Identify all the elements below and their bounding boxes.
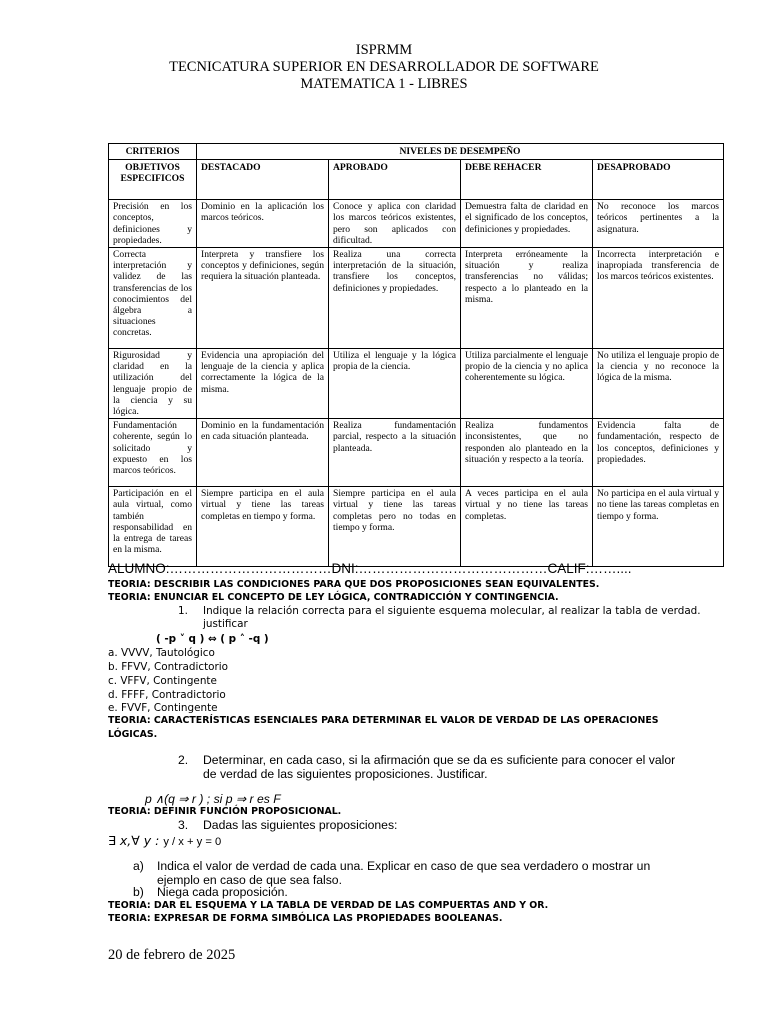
level-desaprobado: DESAPROBADO (593, 160, 724, 200)
rubric-cell: Dominio en la aplicación los marcos teóricos. (197, 200, 329, 248)
theory-item-cont: LÓGICAS. (108, 729, 158, 740)
sub-a-label: a) (133, 859, 144, 873)
document-header (0, 42, 768, 93)
institution-name: ISPRMM (355, 42, 413, 58)
question-1-number: 1. (178, 605, 188, 617)
rubric-row (109, 248, 724, 349)
rubric-objective: Precisión en los conceptos, definiciones y propiedades. (109, 200, 197, 248)
rubric-row (109, 419, 724, 487)
option-b: b. FFVV, Contradictorio (108, 661, 229, 673)
rubric-objective: Rigurosidad y claridad en la utilización del lenguaje propio de la ciencia y su lógica. (109, 349, 197, 419)
rubric-cell: Siempre participa en el aula virtual y tiene las tareas completas pero no todas en tiempo y forma. (329, 487, 461, 567)
rubric-levels-row (109, 160, 724, 200)
rubric-cell: Dominio en la fundamentación en cada situación planteada. (197, 419, 329, 487)
rubric-objective: Fundamentación coherente, según lo solicitado y expuesto en los marcos teóricos. (109, 419, 197, 487)
question-3-text: Dadas las siguientes proposiciones: (203, 818, 398, 832)
level-aprobado: APROBADO (329, 160, 461, 200)
option-c: c. VFFV, Contingente (108, 675, 217, 687)
rubric-cell: Interpreta erróneamente la situación y realiza transferencias no válidas; respecto a lo planteado en la misma. (461, 248, 593, 349)
question-2-number: 2. (178, 753, 189, 767)
question-3-formula (108, 832, 221, 850)
rubric-row (109, 349, 724, 419)
question-1-formula: ( -p ˅ q ) ⇔ ( p ˄ -q ) (156, 633, 269, 645)
sub-b-text: Niega cada proposición. (157, 885, 288, 899)
theory-item: TEORIA: CARACTERÍSTICAS ESENCIALES PARA DETERMINAR EL VALOR DE VERDAD DE LAS OPERACIONES (108, 715, 659, 726)
rubric-cell: Demuestra falta de claridad en el significado de los conceptos, definiciones y propiedades. (461, 200, 593, 248)
student-info-line: ALUMNO:………………………………DNI:……………………………………CALIF:…….... (108, 561, 632, 576)
career-title: TECNICATURA SUPERIOR EN DESARROLLADOR DE SOFTWARE (169, 59, 599, 75)
criterios-header: CRITERIOS (109, 144, 197, 160)
rubric-cell: No reconoce los marcos teóricos pertinentes a la asignatura. (593, 200, 724, 248)
level-destacado: DESTACADO (197, 160, 329, 200)
rubric-cell: No utiliza el lenguaje propio de la ciencia y no reconoce la lógica de la misma. (593, 349, 724, 419)
rubric-cell: A veces participa en el aula virtual y no tiene las tareas completas. (461, 487, 593, 567)
rubric-cell: Evidencia falta de fundamentación, respecto de los conceptos, definiciones y propiedades. (593, 419, 724, 487)
rubric-cell: Utiliza el lenguaje y la lógica propia de la ciencia. (329, 349, 461, 419)
question-3-number: 3. (178, 818, 189, 832)
question-1-text: Indique la relación correcta para el siguiente esquema molecular, al realizar la tabla de verdad. (203, 605, 701, 617)
niveles-header: NIVELES DE DESEMPEÑO (197, 144, 724, 160)
theory-item: TEORIA: DESCRIBIR LAS CONDICIONES PARA QUE DOS PROPOSICIONES SEAN EQUIVALENTES. (108, 579, 600, 590)
theory-item: TEORIA: DAR EL ESQUEMA Y LA TABLA DE VERDAD DE LAS COMPUERTAS AND Y OR. (108, 900, 549, 911)
theory-item: TEORIA: EXPRESAR DE FORMA SIMBÓLICA LAS PROPIEDADES BOOLEANAS. (108, 913, 503, 924)
sub-b-label: b) (133, 885, 144, 899)
option-e: e. FVVF, Contingente (108, 702, 218, 714)
rubric-cell: Evidencia una apropiación del lenguaje de la ciencia y aplica correctamente la lógica de la misma. (197, 349, 329, 419)
sub-a-text-cont: ejemplo en caso de que sea falso. (157, 873, 342, 887)
theory-item: TEORIA: ENUNCIAR EL CONCEPTO DE LEY LÓGICA, CONTRADICCIÓN Y CONTINGENCIA. (108, 592, 559, 603)
rubric-cell: Utiliza parcialmente el lenguaje propio de la ciencia y no aplica coherentemente su lógica. (461, 349, 593, 419)
level-debe-rehacer: DEBE REHACER (461, 160, 593, 200)
rubric-cell: Realiza fundamentación parcial, respecto a la situación planteada. (329, 419, 461, 487)
question-2-text-cont: de verdad de las siguientes proposiciones. Justificar. (203, 767, 488, 781)
rubric-cell: Siempre participa en el aula virtual y tiene las tareas completas en tiempo y forma. (197, 487, 329, 567)
quantifiers: ∃ x,∀ y : (108, 833, 160, 848)
rubric-cell: Realiza una correcta interpretación de la situación, transfiere los conceptos, definiciones y propiedades. (329, 248, 461, 349)
rubric-row (109, 487, 724, 567)
rubric-cell: Conoce y aplica con claridad los marcos teóricos existentes, pero son aplicados con dificultad. (329, 200, 461, 248)
theory-item: TEORIA: DEFINIR FUNCIÓN PROPOSICIONAL. (108, 806, 342, 817)
rubric-cell: Incorrecta interpretación e inapropiada transferencia de los marcos teóricos existentes. (593, 248, 724, 349)
objetivos-header: OBJETIVOS ESPECIFICOS (109, 160, 197, 200)
rubric-cell: No participa en el aula virtual y no tiene las tareas completas en tiempo y forma. (593, 487, 724, 567)
document-date: 20 de febrero de 2025 (108, 947, 236, 963)
rubric-objective: Correcta interpretación y validez de las transferencias de los conocimientos del álgebra a situaciones concretas. (109, 248, 197, 349)
rubric-cell: Interpreta y transfiere los conceptos y definiciones, según requiera la situación planteada. (197, 248, 329, 349)
sub-a-text: Indica el valor de verdad de cada una. Explicar en caso de que sea verdadero o mostrar un (157, 859, 651, 873)
rubric-row (109, 200, 724, 248)
predicate: y / x + y = 0 (163, 836, 222, 848)
option-d: d. FFFF, Contradictorio (108, 689, 226, 701)
option-a: a. VVVV, Tautológico (108, 647, 215, 659)
rubric-header-row (109, 144, 724, 160)
question-1-text-cont: justificar (203, 618, 248, 630)
rubric-table (108, 143, 724, 567)
question-2-text: Determinar, en cada caso, si la afirmación que se da es suficiente para conocer el valor (203, 753, 676, 767)
question-2-formula: p ∧(q ⇒ r ) ; si p ⇒ r es F (145, 792, 281, 806)
rubric-cell: Realiza fundamentos inconsistentes, que no responden alo planteado en la situación y respecto a la teoría. (461, 419, 593, 487)
course-title: MATEMATICA 1 - LIBRES (300, 76, 468, 92)
rubric-objective: Participación en el aula virtual, como también responsabilidad en la entrega de tareas en la misma. (109, 487, 197, 567)
